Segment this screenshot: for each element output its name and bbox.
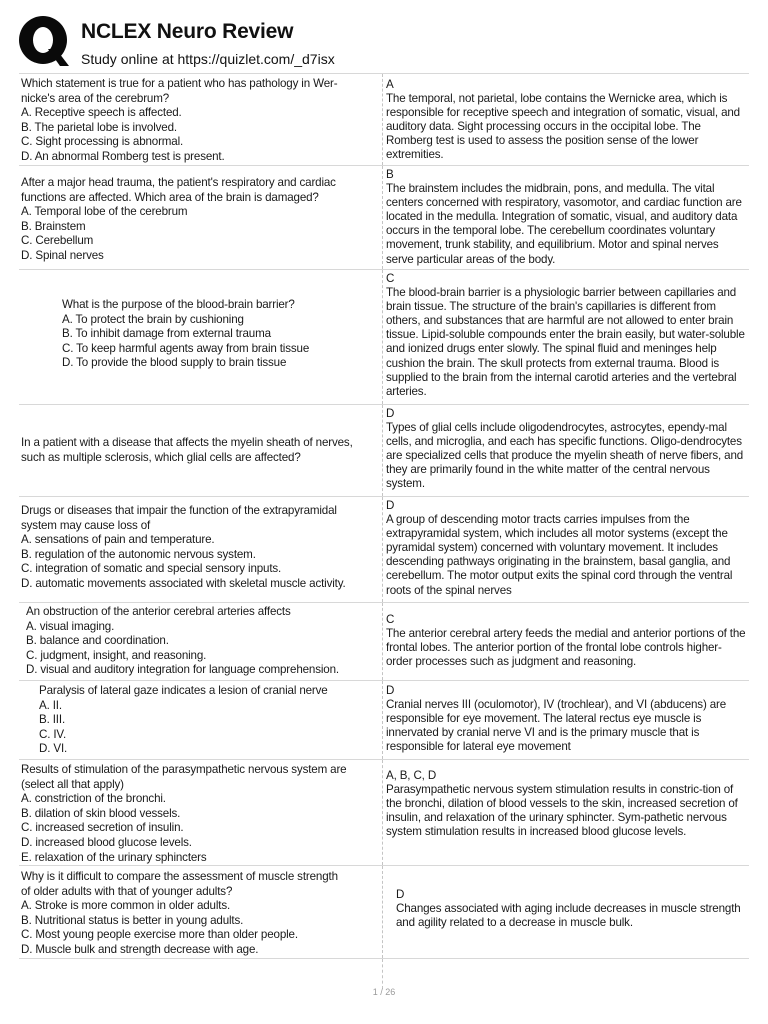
card-question: Why is it difficult to compare the assessment of muscle strength of older adults with that of younger adults? A. Stroke is more common in older adults. B. Nutritional status is better in young adults. C. Most young people exercise more than older people. D. Muscle bulk and strength decrease with age. — [21, 870, 338, 956]
card-divider — [382, 497, 383, 602]
card-definition — [386, 769, 748, 839]
card-question: In a patient with a disease that affects the myelin sheath of nerves, such as multiple sclerosis, which glial cells are affected? — [21, 436, 353, 464]
flashcard — [19, 165, 749, 269]
card-question: An obstruction of the anterior cerebral arteries affects A. visual imaging. B. balance and coordination. C. judgment, insight, and reasoning. D. visual and auditory integration for language comprehension. — [26, 605, 339, 677]
flashcard — [19, 865, 749, 958]
flashcard — [19, 602, 749, 680]
card-answer: C — [386, 613, 395, 626]
card-question: Drugs or diseases that impair the function of the extrapyramidal system may cause loss of A. sensations of pain and temperature. B. regulation of the autonomic nervous system. C. integration of somatic and special sensory inputs. D. automatic movements associated with skeletal muscle activity. — [21, 504, 346, 590]
card-definition — [386, 407, 748, 492]
card-definition — [386, 272, 748, 399]
flashcard — [19, 73, 749, 165]
flashcard — [19, 496, 749, 602]
card-divider — [382, 166, 383, 269]
card-divider — [382, 959, 383, 989]
card-explanation: Parasympathetic nervous system stimulation results in constric-tion of the bronchi, dilation of blood vessels to the skin, increased secretion of insulin, and relaxation of the urinary sphincter. Sym-pathetic nervous system stimulation results in increased blood glucose levels. — [386, 783, 738, 839]
quizlet-q-logo-icon — [19, 16, 71, 68]
card-definition — [386, 78, 748, 163]
page-indicator: 1 / 26 — [372, 987, 396, 997]
flashcard — [19, 269, 749, 404]
card-question: After a major head trauma, the patient's respiratory and cardiac functions are affected. Which area of the brain is damaged? A. Temporal lobe of the cerebrum B. Brainstem C. Cerebellum D. Spinal nerves — [21, 176, 336, 262]
card-answer: C — [386, 272, 395, 285]
card-divider — [382, 405, 383, 496]
card-answer: A — [386, 78, 394, 91]
page-title: NCLEX Neuro Review — [81, 20, 294, 43]
flashcard — [19, 759, 749, 865]
card-explanation: Types of glial cells include oligodendrocytes, astrocytes, ependy-mal cells, and microglia, and each has specific functions. Oligo-dendrocytes are specialized cells that produce the myelin sheath of nerve fibers, and they are primarily found in the white matter of the central nervous system. — [386, 421, 744, 491]
card-explanation: Changes associated with aging include decreases in muscle strength and agility related to a decrease in muscle bulk. — [396, 902, 741, 930]
card-answer: B — [386, 168, 394, 181]
card-question: What is the purpose of the blood-brain barrier? A. To protect the brain by cushioning B. To inhibit damage from external trauma C. To keep harmful agents away from brain tissue D. To provide the blood supply to brain tissue — [62, 298, 310, 370]
card-answer: A, B, C, D — [386, 769, 437, 782]
study-online-link[interactable]: Study online at https://quizlet.com/_d7isx — [81, 51, 335, 67]
card-answer: D — [386, 499, 395, 512]
card-explanation: The temporal, not parietal, lobe contains the Wernicke area, which is responsible for receptive speech and integration of somatic, visual, and auditory data. Sight processing occurs in the occipital lobe. The Romberg test is used to assess the position sense of the lower extremities. — [386, 92, 740, 162]
card-explanation: The anterior cerebral artery feeds the medial and anterior portions of the frontal lobes. The anterior portion of the frontal lobe controls higher-order processes such as judgment and reasoning. — [386, 627, 746, 669]
card-divider — [382, 866, 383, 958]
flashcard — [19, 680, 749, 759]
card-definition — [396, 888, 748, 930]
card-definition — [386, 613, 748, 669]
card-divider — [382, 760, 383, 865]
flashcard — [19, 404, 749, 496]
card-explanation: The blood-brain barrier is a physiologic barrier between capillaries and brain tissue. The structure of the brain's capillaries is different from others, and substances that are harmful are not allowed to enter brain tissue. Lipid-soluble compounds enter the brain easily, but water-soluble and ionized drugs enter slowly. The spinal fluid and meninges help cushion the brain. The skull protects from external trauma. Blood is supplied to the brain from the internal carotid arteries and the vertebral arteries. — [386, 286, 745, 398]
card-definition — [386, 684, 748, 754]
card-answer: D — [386, 684, 395, 697]
card-definition — [386, 499, 748, 598]
card-definition — [386, 168, 748, 267]
card-explanation: The brainstem includes the midbrain, pons, and medulla. The vital centers concerned with respiratory, vasomotor, and cardiac function are located in the medulla. Integration of somatic, visual, and auditory data occurs in the temporal lobe. The cerebellum coordinates voluntary movement, trunk stability, and equilibrium. Motor and spinal nerves serve particular areas of the body. — [386, 182, 742, 266]
card-answer: D — [396, 888, 405, 901]
card-explanation: Cranial nerves III (oculomotor), IV (trochlear), and VI (abducens) are responsible for eye movement. The lateral rectus eye muscle is innervated by cranial nerve VI and is the primary muscle that is responsible for lateral eye movement — [386, 698, 727, 754]
card-question: Results of stimulation of the parasympathetic nervous system are (select all that apply) A. constriction of the bronchi. B. dilation of skin blood vessels. C. increased secretion of insulin. D. increased blood glucose levels. E. relaxation of the urinary sphincters — [21, 763, 347, 864]
card-explanation: A group of descending motor tracts carries impulses from the extrapyramidal system, which includes all motor systems (except the pyramidal system) concerned with voluntary movement. It includes descending pathways originating in the brainstem, basal ganglia, and cerebellum. The motor output exits the spinal cord through the ventral roots of the spinal nerves — [386, 513, 733, 597]
card-question: Which statement is true for a patient who has pathology in Wer- nicke's area of the cerebrum? A. Receptive speech is affected. B. The parietal lobe is involved. C. Sight processing is abnormal. D. An abnormal Romberg test is present. — [21, 77, 338, 163]
card-answer: D — [386, 407, 395, 420]
card-divider — [382, 74, 383, 165]
flashcard-list — [19, 73, 749, 999]
card-question: Paralysis of lateral gaze indicates a lesion of cranial nerve A. II. B. III. C. IV. D. VI. — [39, 684, 328, 756]
